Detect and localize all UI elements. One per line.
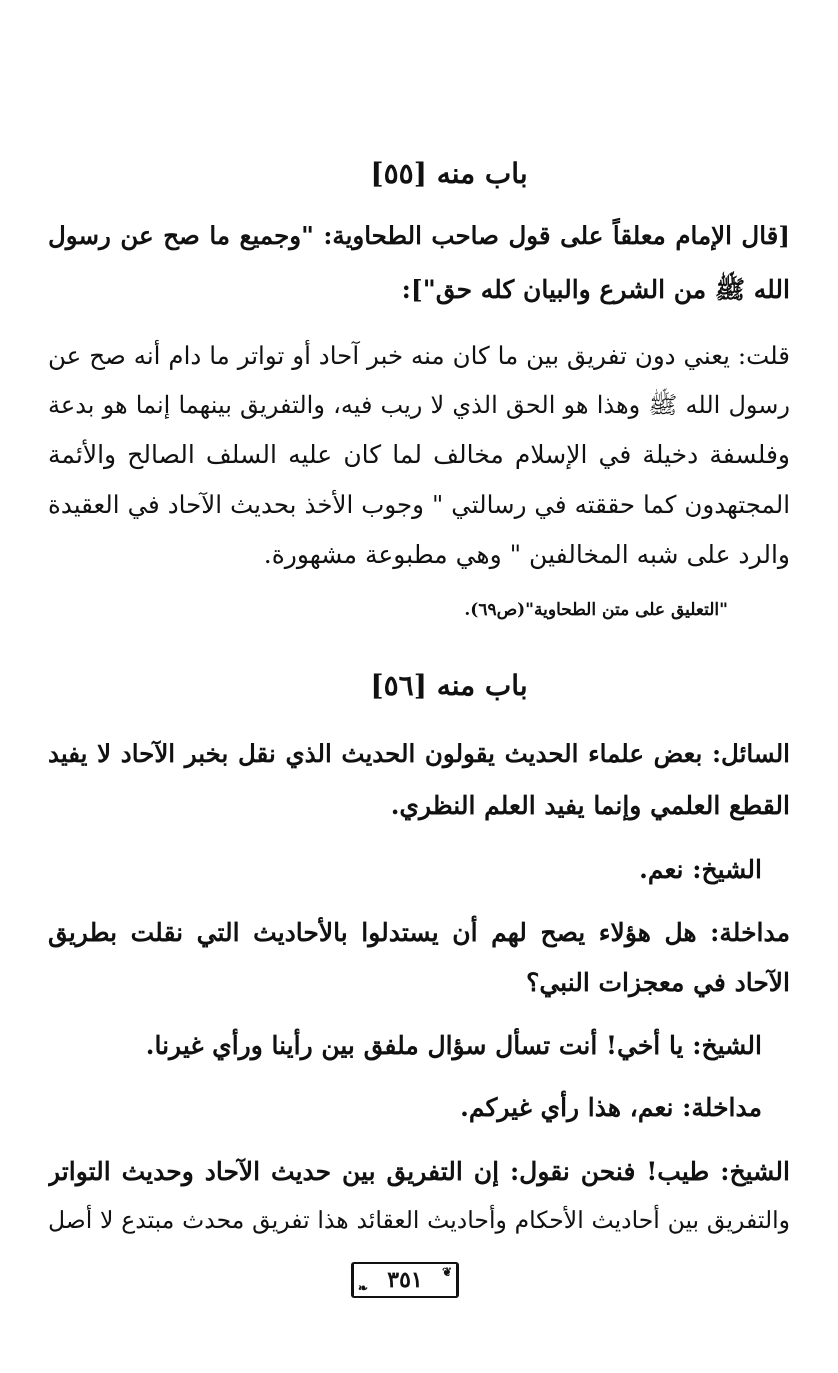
dialogue-line: مداخلة: هل هؤلاء يصح لهم أن يستدلوا بالأحاديث التي نقلت بطريق — [48, 918, 790, 947]
section-title: باب منه — [436, 669, 528, 702]
body-line: قلت: يعني دون تفريق بين ما كان منه خبر آحاد أو تواتر ما دام أنه صح عن — [48, 341, 790, 370]
section-title: باب منه — [436, 157, 528, 190]
page-number: ٣٥١ — [387, 1267, 423, 1293]
dialogue-line: والتفريق بين أحاديث الأحكام وأحاديث العقائد هذا تفريق محدث مبتدع لا أصل — [48, 1206, 790, 1234]
section-heading-56 — [0, 664, 838, 708]
dialogue-line: الآحاد في معجزات النبي؟ — [526, 968, 790, 997]
section-number: [٥٥] — [370, 157, 427, 190]
quote-line: الله ﷺ من الشرع والبيان كله حق"]: — [401, 275, 790, 304]
dialogue-line: الشيخ: طيب! فنحن نقول: إن التفريق بين حديث الآحاد وحديث التواتر — [48, 1157, 790, 1186]
section-number: [٥٦] — [370, 669, 427, 702]
dialogue-line: الشيخ: نعم. — [639, 855, 762, 884]
dialogue-line: السائل: بعض علماء الحديث يقولون الحديث الذي نقل بخبر الآحاد لا يفيد — [48, 739, 790, 768]
source-citation: "التعليق على متن الطحاوية"(ص٦٩). — [464, 600, 728, 620]
body-line: والرد على شبه المخالفين " وهي مطبوعة مشهورة. — [263, 540, 790, 569]
section-heading-55 — [0, 152, 838, 196]
ornament-icon: ❦ — [441, 1265, 452, 1279]
dialogue-line: القطع العلمي وإنما يفيد العلم النظري. — [390, 791, 790, 820]
dialogue-line: الشيخ: يا أخي! أنت تسأل سؤال ملفق بين رأينا ورأي غيرنا. — [145, 1031, 762, 1060]
body-line: وفلسفة دخيلة في الإسلام مخالف لما كان عليه السلف الصالح والأئمة — [48, 440, 790, 469]
dialogue-line: مداخلة: نعم، هذا رأي غيركم. — [460, 1093, 762, 1122]
body-line: رسول الله ﷺ وهذا هو الحق الذي لا ريب فيه، والتفريق بينهما إنما هو بدعة — [48, 391, 790, 419]
page-number-box — [351, 1262, 459, 1298]
body-line: المجتهدون كما حققته في رسالتي " وجوب الأخذ بحديث الآحاد في العقيدة — [48, 490, 790, 519]
quote-line: [قال الإمام معلقاً على قول صاحب الطحاوية: "وجميع ما صح عن رسول — [48, 221, 790, 250]
ornament-icon: ❧ — [358, 1281, 369, 1295]
